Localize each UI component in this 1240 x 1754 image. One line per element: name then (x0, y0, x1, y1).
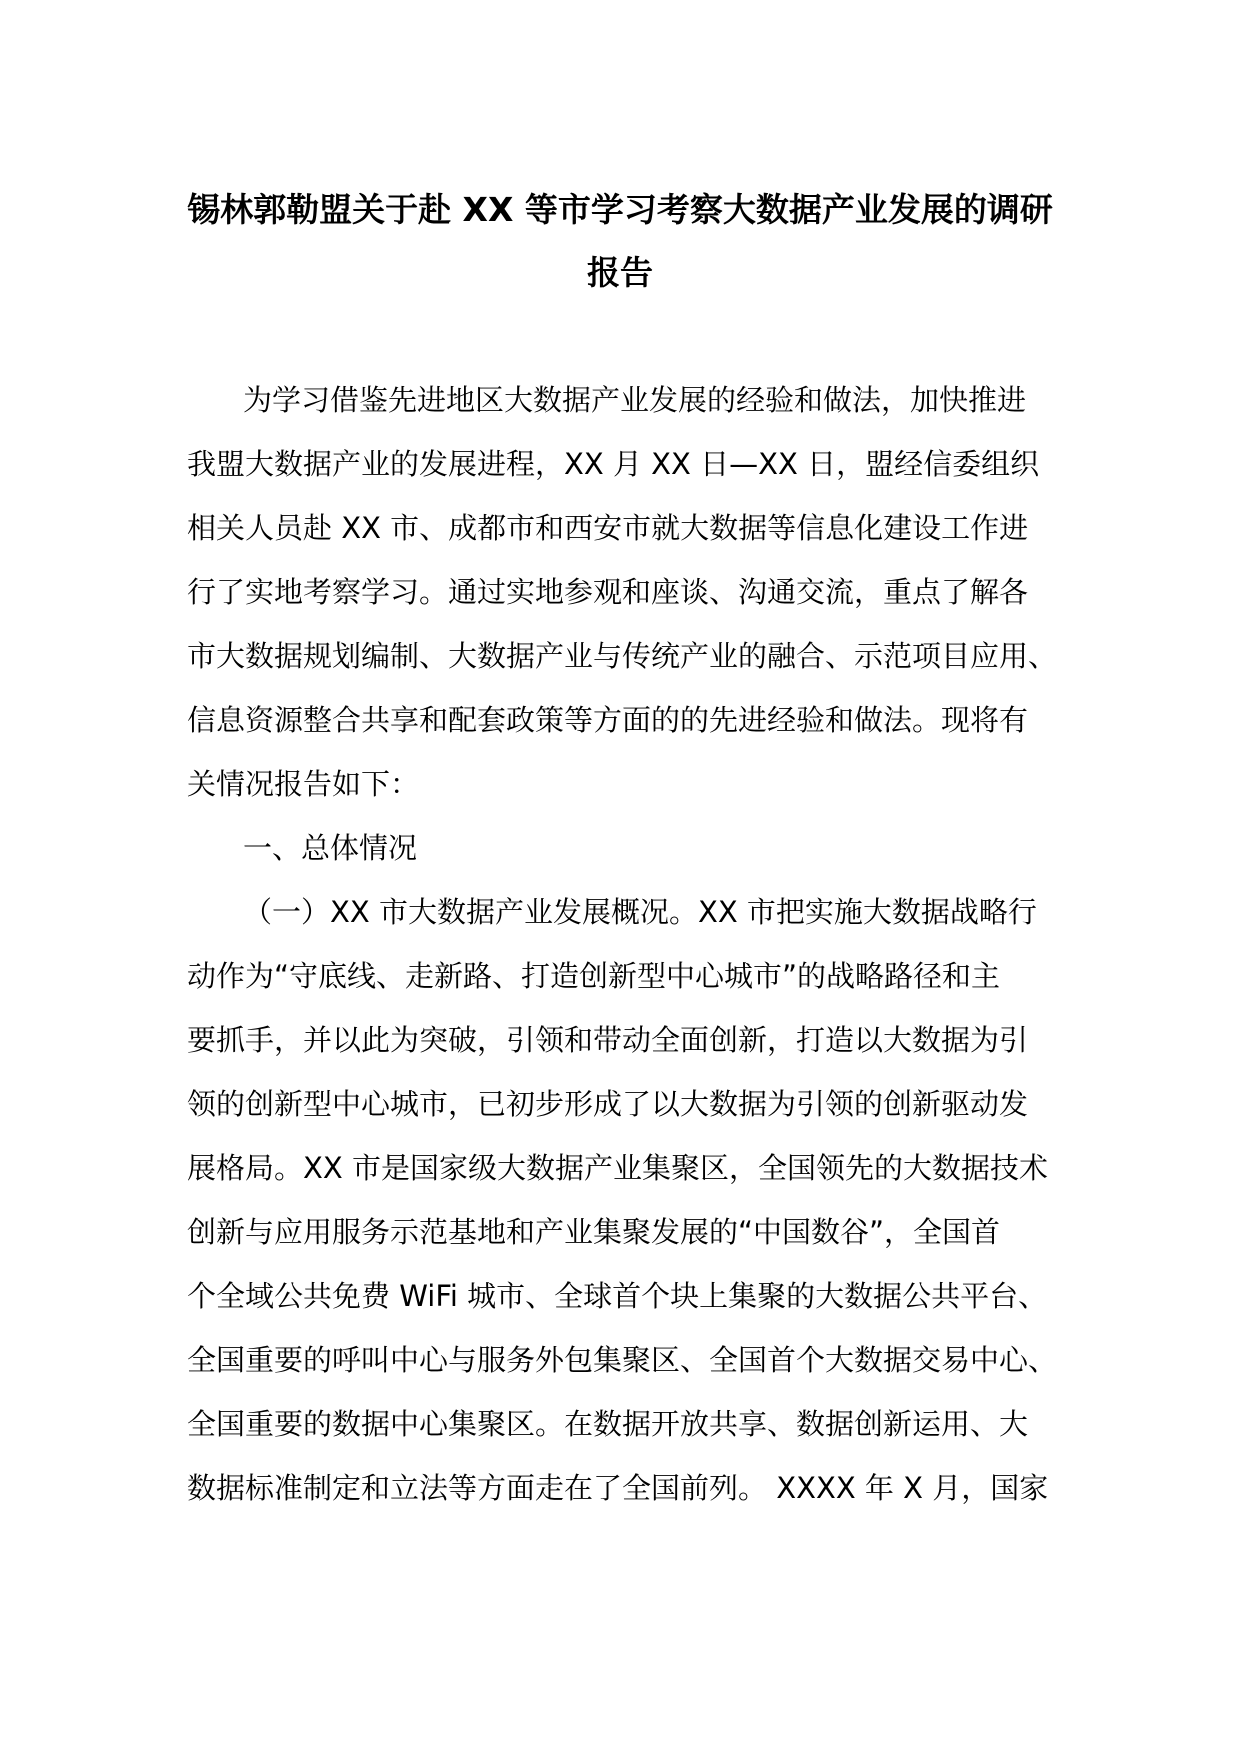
paragraph-1-line-2: 我盟大数据产业的发展进程，XX 月 XX 日—XX 日，盟经信委组织 (187, 447, 1040, 481)
paragraph-2-line-5: 展格局。XX 市是国家级大数据产业集聚区，全国领先的大数据技术 (187, 1151, 1048, 1185)
document-body (187, 368, 1067, 1520)
paragraph-1-line-7: 关情况报告如下： (187, 767, 420, 801)
paragraph-1-line-1: 为学习借鉴先进地区大数据产业发展的经验和做法，加快推进 (243, 383, 1027, 417)
paragraph-2-line-6: 创新与应用服务示范基地和产业集聚发展的“中国数谷”，全国首 (187, 1215, 1001, 1249)
paragraph-2-line-1: （一）XX 市大数据产业发展概况。XX 市把实施大数据战略行 (243, 895, 1037, 929)
paragraph-2-line-2: 动作为“守底线、走新路、打造创新型中心城市”的战略路径和主 (187, 959, 1001, 993)
title-line-1: 锡林郭勒盟关于赴 XX 等市学习考察大数据产业发展的调研 (187, 190, 1053, 229)
paragraph-2-line-7: 个全域公共免费 WiFi 城市、全球首个块上集聚的大数据公共平台、 (187, 1279, 1048, 1313)
paragraph-1-line-3: 相关人员赴 XX 市、成都市和西安市就大数据等信息化建设工作进 (187, 511, 1029, 545)
paragraph-1-line-5: 市大数据规划编制、大数据产业与传统产业的融合、示范项目应用、 (187, 639, 1058, 673)
paragraph-2-line-4: 领的创新型中心城市，已初步形成了以大数据为引领的创新驱动发 (187, 1087, 1029, 1121)
section-heading-1: 一、总体情况 (243, 831, 418, 865)
document-title (185, 178, 1055, 304)
paragraph-2-line-3: 要抓手，并以此为突破，引领和带动全面创新，打造以大数据为引 (187, 1023, 1029, 1057)
paragraph-2-line-9: 全国重要的数据中心集聚区。在数据开放共享、数据创新运用、大 (187, 1407, 1029, 1441)
paragraph-1-line-6: 信息资源整合共享和配套政策等方面的的先进经验和做法。现将有 (187, 703, 1029, 737)
paragraph-1-line-4: 行了实地考察学习。通过实地参观和座谈、沟通交流，重点了解各 (187, 575, 1029, 609)
title-line-2: 报告 (587, 253, 653, 292)
paragraph-2-line-10: 数据标准制定和立法等方面走在了全国前列。 XXXX 年 X 月，国家 (187, 1471, 1049, 1505)
paragraph-2-line-8: 全国重要的呼叫中心与服务外包集聚区、全国首个大数据交易中心、 (187, 1343, 1058, 1377)
